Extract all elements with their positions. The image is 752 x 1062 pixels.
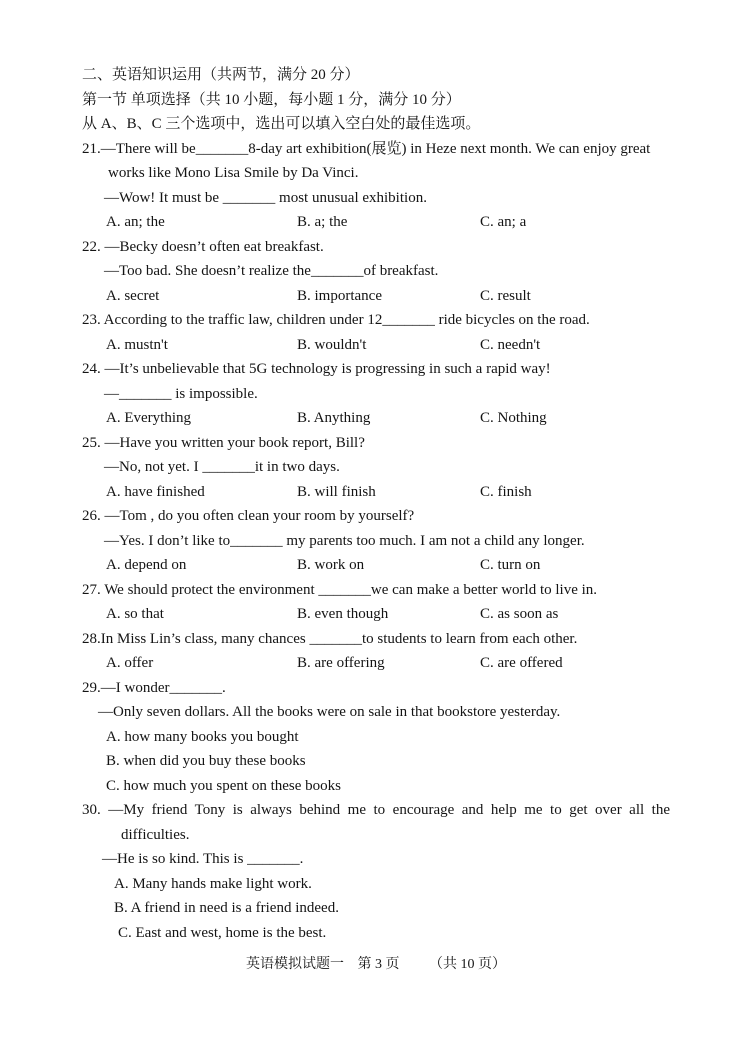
question-stem: 29.—I wonder_______.	[82, 679, 226, 696]
question-stem: 25. —Have you written your book report, Bill?	[82, 434, 365, 451]
question-reply: —No, not yet. I _______it in two days.	[104, 459, 340, 475]
option-b: B. will finish	[297, 483, 376, 500]
question-21	[0, 137, 752, 235]
option-c: C. needn't	[480, 336, 541, 353]
question-stem: 28.In Miss Lin’s class, many chances _______to students to learn from each other.	[82, 630, 578, 647]
section-title: 二、英语知识运用（共两节，满分 20 分）	[82, 67, 360, 83]
question-stem: 26. —Tom , do you often clean your room by yourself?	[82, 508, 415, 524]
part-title: 第一节 单项选择（共 10 小题，每小题 1 分，满分 10 分）	[82, 91, 461, 108]
question-29	[0, 676, 752, 799]
question-reply: —Wow! It must be _______ most unusual exhibition.	[104, 189, 427, 206]
question-stem: 23. According to the traffic law, children under 12_______ ride bicycles on the road.	[82, 312, 590, 328]
option-b: B. importance	[297, 287, 382, 304]
option-c: C. finish	[480, 483, 532, 500]
options-row	[0, 406, 752, 431]
option-c: C. as soon as	[480, 606, 559, 622]
footer-page-number: 第 3 页	[357, 957, 400, 972]
option-a: A. Many hands make light work.	[114, 875, 312, 892]
option-b: B. work on	[297, 557, 365, 573]
page-footer	[0, 955, 752, 975]
option-c: C. East and west, home is the best.	[118, 924, 327, 941]
question-26	[0, 504, 752, 578]
option-c: C. turn on	[480, 557, 541, 573]
options-row	[0, 480, 752, 505]
question-stem: 30. —My friend Tony is always behind me to encourage and help me to get over all the	[82, 802, 670, 818]
option-c: C. how much you spent on these books	[106, 777, 341, 794]
option-c: C. are offered	[480, 655, 563, 671]
options-row	[0, 284, 752, 309]
option-b: B. are offering	[297, 655, 385, 671]
question-reply: —Too bad. She doesn’t realize the_______of breakfast.	[104, 263, 439, 279]
option-a: A. offer	[106, 655, 154, 671]
option-c: C. result	[480, 287, 531, 304]
question-28	[0, 627, 752, 676]
question-27	[0, 578, 752, 627]
footer-paper-name: 英语模拟试题一	[246, 957, 344, 972]
question-reply: —Only seven dollars. All the books were on sale in that bookstore yesterday.	[98, 704, 561, 720]
instruction: 从 A、B、C 三个选项中，选出可以填入空白处的最佳选项。	[82, 116, 481, 132]
question-22	[0, 235, 752, 309]
option-c: C. Nothing	[480, 410, 547, 426]
option-a: A. have finished	[106, 483, 205, 500]
question-stem: 24. —It’s unbelievable that 5G technology is progressing in such a rapid way!	[82, 361, 551, 377]
options-row	[0, 651, 752, 676]
options-row	[0, 333, 752, 358]
question-reply: —Yes. I don’t like to_______ my parents too much. I am not a child any longer.	[104, 532, 585, 549]
option-a: A. how many books you bought	[106, 728, 299, 745]
footer-total-pages: （共 10 页）	[429, 957, 506, 972]
question-24	[0, 357, 752, 431]
option-b: B. wouldn't	[297, 336, 367, 353]
option-a: A. mustn't	[106, 336, 168, 353]
option-a: A. depend on	[106, 557, 187, 573]
option-a: A. Everything	[106, 410, 191, 426]
options-row	[0, 602, 752, 627]
exam-content	[0, 63, 752, 945]
option-a: A. secret	[106, 287, 160, 304]
option-b: B. when did you buy these books	[106, 753, 306, 769]
options-row	[0, 210, 752, 235]
option-b: B. even though	[297, 606, 389, 622]
question-stem-continued: difficulties.	[121, 826, 190, 843]
question-reply: —_______ is impossible.	[104, 385, 258, 402]
option-c: C. an; a	[480, 214, 527, 230]
option-b: B. a; the	[297, 214, 348, 230]
question-25	[0, 431, 752, 505]
question-stem-continued: works like Mono Lisa Smile by Da Vinci.	[108, 165, 359, 181]
option-b: B. A friend in need is a friend indeed.	[114, 900, 339, 916]
option-a: A. so that	[106, 606, 164, 622]
question-reply: —He is so kind. This is _______.	[102, 851, 304, 867]
question-30	[0, 798, 752, 945]
question-stem: 22. —Becky doesn’t often eat breakfast.	[82, 238, 324, 255]
options-row	[0, 553, 752, 578]
option-a: A. an; the	[106, 214, 165, 230]
option-b: B. Anything	[297, 410, 371, 426]
question-stem: 27. We should protect the environment _______we can make a better world to live in.	[82, 581, 598, 598]
question-23	[0, 308, 752, 357]
question-stem: 21.—There will be_______8-day art exhibition(展览) in Heze next month. We can enjoy great	[82, 140, 651, 157]
